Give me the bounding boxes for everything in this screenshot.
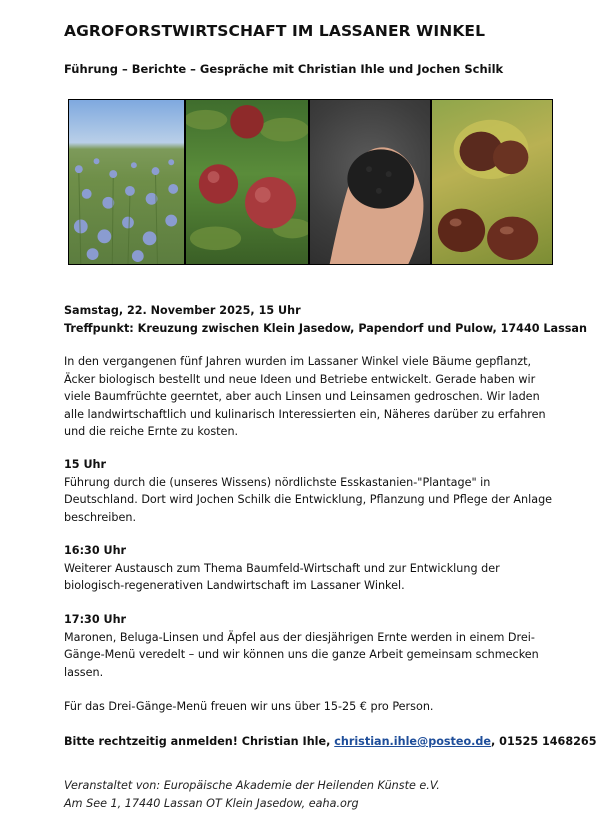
- schedule-time: 15 Uhr: [64, 458, 107, 471]
- schedule-item: [64, 542, 500, 595]
- price-text: Für das Drei-Gänge-Menü freuen wir uns über 15-25 € pro Person.: [64, 700, 434, 713]
- flax-field-photo: [68, 99, 185, 265]
- photo-strip: [68, 99, 553, 265]
- email-link[interactable]: christian.ihle@posteo.de: [334, 735, 492, 748]
- page-title: AGROFORSTWIRTSCHAFT IM LASSANER WINKEL: [64, 22, 486, 40]
- schedule-time: 16:30 Uhr: [64, 544, 127, 557]
- schedule-time: 17:30 Uhr: [64, 613, 127, 626]
- footer: [64, 777, 440, 812]
- schedule-text: Gänge-Menü veredelt – und wir können uns die ganze Arbeit gemeinsam schmecken: [64, 648, 539, 661]
- apple-tree-photo: [185, 99, 309, 265]
- page-subtitle: Führung – Berichte – Gespräche mit Christian Ihle und Jochen Schilk: [64, 62, 504, 76]
- intro-line: In den vergangenen fünf Jahren wurden im Lassaner Winkel viele Bäume gepflanzt,: [64, 355, 532, 368]
- schedule-text: Weiterer Austausch zum Thema Baumfeld-Wirtschaft und zur Entwicklung der: [64, 561, 500, 575]
- price-note: [64, 698, 433, 716]
- registration-text: Bitte rechtzeitig anmelden! Christian Ihle,: [64, 735, 335, 748]
- schedule-text: Deutschland. Dort wird Jochen Schilk die Entwicklung, Pflanzung und Pflege der Anlage: [64, 493, 553, 506]
- schedule-item: [64, 456, 552, 526]
- intro-line: und die reiche Ernte zu kosten.: [64, 425, 239, 438]
- schedule-text: biologisch-regenerativen Landwirtschaft im Lassaner Winkel.: [64, 579, 405, 592]
- schedule-text: lassen.: [64, 665, 104, 679]
- event-meeting-point: Treffpunkt: Kreuzung zwischen Klein Jasedow, Papendorf und Pulow, 17440 Lassan: [64, 321, 587, 335]
- schedule-text: Führung durch die (unseres Wissens) nördlichste Esskastanien-"Plantage" in: [64, 475, 491, 489]
- schedule-text: beschreiben.: [64, 510, 137, 524]
- footer-organizer: Veranstaltet von: Europäische Akademie der Heilenden Künste e.V.: [64, 779, 440, 792]
- schedule-item: [64, 611, 539, 681]
- intro-line: Äcker biologisch bestellt und neue Ideen und Betriebe entwickelt. Gerade haben wir: [64, 372, 536, 386]
- event-date: Samstag, 22. November 2025, 15 Uhr: [64, 304, 301, 317]
- schedule-text: Maronen, Beluga-Linsen und Äpfel aus der diesjährigen Ernte werden in einem Drei-: [64, 630, 535, 644]
- registration-phone: , 01525 1468265: [491, 735, 597, 748]
- chestnuts-photo: [431, 99, 553, 265]
- lentils-hand-photo: [309, 99, 431, 265]
- registration: [64, 733, 596, 751]
- intro-line: alle landwirtschaftlich und kulinarisch Interessierten ein, Näheres darüber zu erfahren: [64, 407, 546, 421]
- event-info: [64, 302, 587, 337]
- intro-paragraph: [64, 353, 546, 441]
- intro-line: viele Baumfrüchte geerntet, aber auch Linsen und Leinsamen gedroschen. Wir laden: [64, 390, 540, 403]
- footer-address: Am See 1, 17440 Lassan OT Klein Jasedow, eaha.org: [64, 796, 359, 810]
